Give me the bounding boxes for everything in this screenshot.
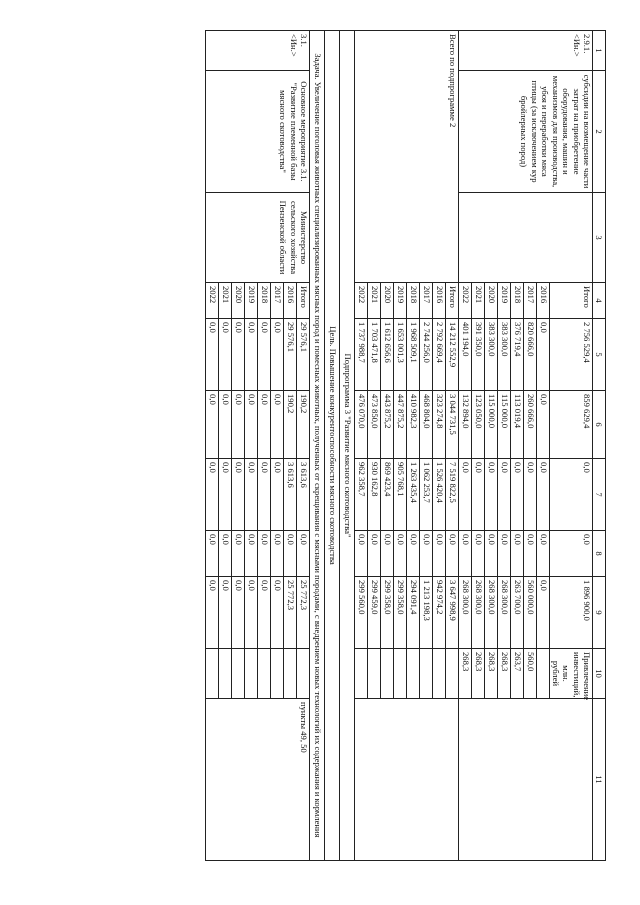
value-cell: 0,0 <box>394 531 407 577</box>
value-cell <box>271 649 284 699</box>
value-cell: 0,0 <box>433 531 446 577</box>
value-cell: 2018 <box>258 283 271 319</box>
value-cell: 29 576,1 <box>297 319 310 391</box>
value-cell: 7 519 822,5 <box>446 459 459 531</box>
column-number-8: 8 <box>593 531 606 577</box>
value-cell: 0,0 <box>206 391 219 459</box>
value-cell: 0,0 <box>511 531 524 577</box>
value-cell: 0,0 <box>511 459 524 531</box>
row-note <box>459 699 593 861</box>
value-cell: 0,0 <box>498 459 511 531</box>
value-cell: 299 560,0 <box>355 577 368 649</box>
value-cell: 376 719,4 <box>511 319 524 391</box>
value-cell: 560 000,0 <box>524 577 537 649</box>
row-name: субсидии на возмещение части затрат на приобретение оборудования, машин и механизмов для производства, убоя и переработки мяса птицы (за исключением кур бройлерных пород) <box>459 71 593 193</box>
value-cell: 0,0 <box>459 459 472 531</box>
value-cell: 0,0 <box>245 391 258 459</box>
value-cell: 0,0 <box>271 577 284 649</box>
column-number-11: 11 <box>593 699 606 861</box>
value-cell: Итого <box>550 283 593 319</box>
budget-table <box>205 30 606 861</box>
value-cell: 1 263 435,4 <box>407 459 420 531</box>
value-cell: 0,0 <box>420 531 433 577</box>
column-number-1: 1 <box>593 31 606 71</box>
value-cell: 560,0 <box>524 649 537 699</box>
column-number-3: 3 <box>593 193 606 283</box>
value-cell: 2 756 529,4 <box>550 319 593 391</box>
value-cell: 29 576,1 <box>284 319 297 391</box>
value-cell: 0,0 <box>206 577 219 649</box>
value-cell: 942 974,2 <box>433 577 446 649</box>
value-cell: 2021 <box>368 283 381 319</box>
value-cell: 859 629,4 <box>550 391 593 459</box>
value-cell: 294 091,4 <box>407 577 420 649</box>
column-number-2: 2 <box>593 71 606 193</box>
column-number-10: 10 <box>593 649 606 699</box>
value-cell: 3 044 731,5 <box>446 391 459 459</box>
value-cell: 0,0 <box>485 531 498 577</box>
value-cell: 0,0 <box>206 319 219 391</box>
value-cell: 2020 <box>381 283 394 319</box>
value-cell: 268 300,0 <box>472 577 485 649</box>
value-cell <box>297 649 310 699</box>
value-cell <box>219 649 232 699</box>
value-cell: 391 350,0 <box>472 319 485 391</box>
value-cell: 0,0 <box>271 391 284 459</box>
value-cell: 115 000,0 <box>498 391 511 459</box>
value-cell: 190,2 <box>284 391 297 459</box>
value-cell: 0,0 <box>537 391 550 459</box>
value-cell <box>394 649 407 699</box>
value-cell <box>537 649 550 699</box>
value-cell: 410 982,3 <box>407 391 420 459</box>
value-cell: 447 875,2 <box>394 391 407 459</box>
value-cell: 0,0 <box>524 531 537 577</box>
row-note <box>355 699 459 861</box>
value-cell: 1 612 656,6 <box>381 319 394 391</box>
value-cell <box>355 649 368 699</box>
row-code: 3.1. <Ин.> <box>206 31 310 71</box>
value-cell: Итого <box>446 283 459 319</box>
value-cell: 0,0 <box>498 531 511 577</box>
value-cell: 401 194,0 <box>459 319 472 391</box>
value-cell: 0,0 <box>537 319 550 391</box>
value-cell: 3 647 998,9 <box>446 577 459 649</box>
value-cell: 299 358,0 <box>394 577 407 649</box>
value-cell: 268 300,0 <box>485 577 498 649</box>
value-cell: 476 070,0 <box>355 391 368 459</box>
value-cell <box>284 649 297 699</box>
value-cell: 2022 <box>206 283 219 319</box>
value-cell: 2019 <box>245 283 258 319</box>
value-cell: 1 653 001,3 <box>394 319 407 391</box>
value-cell: 0,0 <box>258 577 271 649</box>
value-cell: 473 850,0 <box>368 391 381 459</box>
goal-text-row <box>325 31 340 861</box>
table-row <box>550 31 593 861</box>
value-cell: 0,0 <box>258 531 271 577</box>
value-cell: 2017 <box>524 283 537 319</box>
value-cell: 383 300,0 <box>498 319 511 391</box>
value-cell: Привлечение инвестиций, млн. рублей <box>550 649 593 699</box>
value-cell: 1 062 253,7 <box>420 459 433 531</box>
value-cell <box>245 649 258 699</box>
value-cell: 2016 <box>433 283 446 319</box>
value-cell: 2017 <box>420 283 433 319</box>
row-name: Основное мероприятие 3.1. "Развитие племенной базы мясного скотоводства" <box>206 71 310 193</box>
value-cell: 905 768,1 <box>394 459 407 531</box>
value-cell: 0,0 <box>232 577 245 649</box>
value-cell: 0,0 <box>232 391 245 459</box>
value-cell: 383 300,0 <box>485 319 498 391</box>
value-cell: 0,0 <box>537 577 550 649</box>
value-cell: 0,0 <box>368 531 381 577</box>
value-cell: 1 968 509,1 <box>407 319 420 391</box>
value-cell: 14 212 552,9 <box>446 319 459 391</box>
value-cell: 115 000,0 <box>485 391 498 459</box>
value-cell: 0,0 <box>258 391 271 459</box>
value-cell: 0,0 <box>407 531 420 577</box>
value-cell: 1 526 420,4 <box>433 459 446 531</box>
value-cell: 190,2 <box>297 391 310 459</box>
column-number-9: 9 <box>593 577 606 649</box>
value-cell: 2022 <box>459 283 472 319</box>
value-cell: 0,0 <box>537 459 550 531</box>
column-number-5: 5 <box>593 319 606 391</box>
value-cell: 2021 <box>219 283 232 319</box>
goal-text: Цель. Повышение конкурентоспособности мясного скотоводства <box>325 31 340 861</box>
value-cell: 443 875,2 <box>381 391 394 459</box>
value-cell: 869 423,4 <box>381 459 394 531</box>
value-cell: 962 358,7 <box>355 459 368 531</box>
value-cell: 2 744 256,0 <box>420 319 433 391</box>
row-note: пункты 49, 50 <box>206 699 310 861</box>
value-cell <box>420 649 433 699</box>
column-number-6: 6 <box>593 391 606 459</box>
value-cell: 25 772,3 <box>284 577 297 649</box>
value-cell: 0,0 <box>206 459 219 531</box>
value-cell: 0,0 <box>550 531 593 577</box>
value-cell: 268,3 <box>459 649 472 699</box>
value-cell: 0,0 <box>271 319 284 391</box>
value-cell: 1 896 900,0 <box>550 577 593 649</box>
value-cell: 0,0 <box>381 531 394 577</box>
value-cell: 3 613,6 <box>284 459 297 531</box>
value-cell: 820 666,0 <box>524 319 537 391</box>
value-cell: 3 613,6 <box>297 459 310 531</box>
value-cell: 0,0 <box>219 391 232 459</box>
value-cell: 2020 <box>232 283 245 319</box>
value-cell: 0,0 <box>206 531 219 577</box>
value-cell <box>258 649 271 699</box>
value-cell: 0,0 <box>284 531 297 577</box>
value-cell: 2 792 669,4 <box>433 319 446 391</box>
value-cell: 268 300,0 <box>498 577 511 649</box>
subtotal-label: Всего по подпрограмме 2 <box>355 31 459 283</box>
row-code: 2.9.1. <Ин.> <box>459 31 593 71</box>
value-cell: 2020 <box>485 283 498 319</box>
value-cell: 0,0 <box>297 531 310 577</box>
row-executor: Министерство сельского хозяйства Пензенской области <box>206 193 310 283</box>
value-cell: 0,0 <box>524 459 537 531</box>
value-cell: 0,0 <box>485 459 498 531</box>
column-number-row <box>593 31 606 861</box>
value-cell <box>407 649 420 699</box>
value-cell: 0,0 <box>245 319 258 391</box>
value-cell: 0,0 <box>271 531 284 577</box>
task-text: Задача. Увеличение поголовья животных специализированных мясных пород и помесных животных, полученных от скрещивания с мясными породами, с внедрением новых технологий их содержания и кормления <box>310 31 325 861</box>
table-row <box>446 31 459 861</box>
value-cell: 263,7 <box>511 649 524 699</box>
value-cell <box>433 649 446 699</box>
value-cell: 323 274,8 <box>433 391 446 459</box>
value-cell: 268,3 <box>485 649 498 699</box>
value-cell: 0,0 <box>258 459 271 531</box>
value-cell: 268,3 <box>498 649 511 699</box>
value-cell: 1 737 988,7 <box>355 319 368 391</box>
value-cell: 0,0 <box>245 577 258 649</box>
value-cell <box>206 649 219 699</box>
value-cell: 0,0 <box>232 319 245 391</box>
value-cell: 2016 <box>284 283 297 319</box>
value-cell: 0,0 <box>245 531 258 577</box>
value-cell: 0,0 <box>459 531 472 577</box>
value-cell: 0,0 <box>537 531 550 577</box>
value-cell <box>446 649 459 699</box>
value-cell: 0,0 <box>258 319 271 391</box>
value-cell: 0,0 <box>245 459 258 531</box>
value-cell: 0,0 <box>232 531 245 577</box>
value-cell: 2019 <box>498 283 511 319</box>
task-text-row <box>310 31 325 861</box>
value-cell: 1 213 198,3 <box>420 577 433 649</box>
value-cell: 2019 <box>394 283 407 319</box>
value-cell: 263 700,0 <box>511 577 524 649</box>
value-cell: 299 459,0 <box>368 577 381 649</box>
row-executor <box>459 193 593 283</box>
value-cell <box>232 649 245 699</box>
value-cell <box>381 649 394 699</box>
value-cell: 25 772,3 <box>297 577 310 649</box>
value-cell: 0,0 <box>219 577 232 649</box>
value-cell: 113 019,4 <box>511 391 524 459</box>
value-cell: 299 358,0 <box>381 577 394 649</box>
value-cell: 2018 <box>407 283 420 319</box>
value-cell: 268 300,0 <box>459 577 472 649</box>
value-cell: 132 894,0 <box>459 391 472 459</box>
value-cell: 0,0 <box>446 531 459 577</box>
subprogram-title: Подпрограмма 3 "Развитие мясного скотоводства" <box>340 31 355 861</box>
column-number-7: 7 <box>593 459 606 531</box>
rotated-table-area <box>81 30 606 860</box>
value-cell: 2018 <box>511 283 524 319</box>
value-cell: 123 050,0 <box>472 391 485 459</box>
value-cell: 2021 <box>472 283 485 319</box>
subprogram-title-row <box>340 31 355 861</box>
value-cell: 930 162,8 <box>368 459 381 531</box>
value-cell: 0,0 <box>219 319 232 391</box>
value-cell: 2022 <box>355 283 368 319</box>
value-cell: 0,0 <box>472 531 485 577</box>
value-cell: 0,0 <box>355 531 368 577</box>
value-cell: 0,0 <box>219 531 232 577</box>
value-cell: 0,0 <box>232 459 245 531</box>
column-number-4: 4 <box>593 283 606 319</box>
value-cell: 260 666,0 <box>524 391 537 459</box>
value-cell: 268,3 <box>472 649 485 699</box>
value-cell <box>368 649 381 699</box>
value-cell: 0,0 <box>550 459 593 531</box>
value-cell: 1 703 471,8 <box>368 319 381 391</box>
value-cell: 0,0 <box>472 459 485 531</box>
value-cell: 468 804,0 <box>420 391 433 459</box>
table-row <box>297 31 310 861</box>
value-cell: Итого <box>297 283 310 319</box>
value-cell: 0,0 <box>219 459 232 531</box>
value-cell: 2016 <box>537 283 550 319</box>
value-cell: 0,0 <box>271 459 284 531</box>
value-cell: 2017 <box>271 283 284 319</box>
